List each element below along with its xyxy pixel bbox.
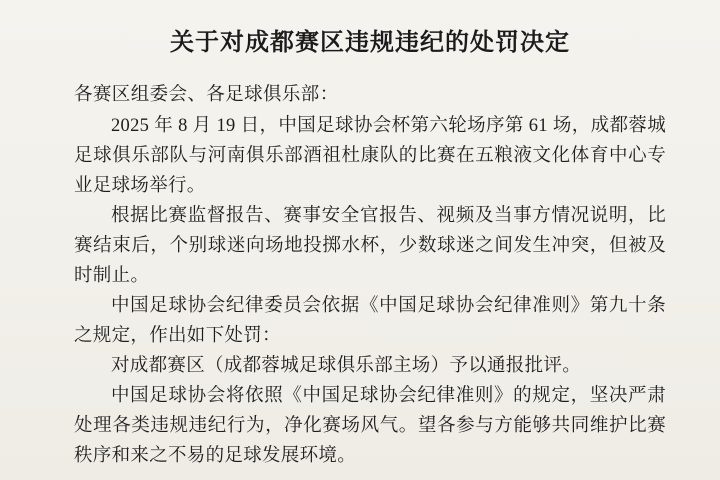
body-paragraph-1: 2025 年 8 月 19 日，中国足球协会杯第六轮场序第 61 场，成都蓉城足球俱乐部队与河南俱乐部酒祖杜康队的比赛在五粮液文化体育中心专业足球场举行。 bbox=[74, 115, 666, 196]
page-title: 关于对成都赛区违规违纪的处罚决定 bbox=[170, 30, 570, 56]
body-paragraph-2: 根据比赛监督报告、赛事安全官报告、视频及当事方情况说明，比赛结束后，个别球迷向场地投掷水杯，少数球迷之间发生冲突，但被及时制止。 bbox=[74, 205, 666, 286]
body-paragraph-3: 中国足球协会纪律委员会依据《中国足球协会纪律准则》第九十条之规定，作出如下处罚： bbox=[74, 295, 666, 346]
salutation-line: 各赛区组委会、各足球俱乐部： bbox=[74, 85, 339, 106]
body-paragraph-5: 中国足球协会将依照《中国足球协会纪律准则》的规定，坚决严肃处理各类违规违纪行为，净化赛场风气。望各参与方能够共同维护比赛秩序和来之不易的足球发展环境。 bbox=[74, 385, 666, 466]
body-paragraph-4: 对成都赛区（成都蓉城足球俱乐部主场）予以通报批评。 bbox=[111, 355, 582, 376]
